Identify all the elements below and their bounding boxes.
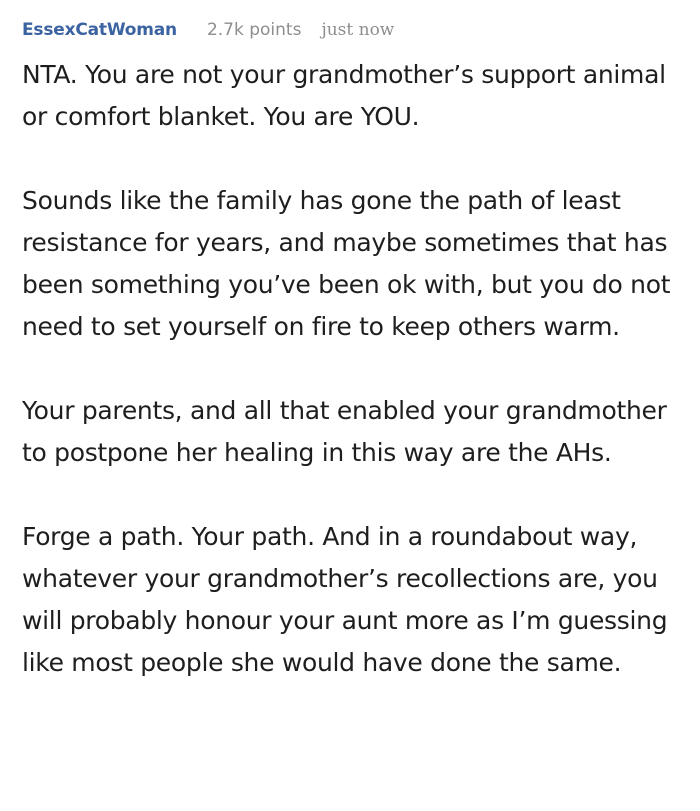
comment-paragraph: Sounds like the family has gone the path of least resistance for years, and maybe sometimes that has been something you’ve been ok with, but you do not need to set yourself on fire to keep others warm. — [22, 186, 671, 341]
comment-paragraph: Forge a path. Your path. And in a roundabout way, whatever your grandmother’s recollections are, you will probably honour your aunt more as I’m guessing like most people she would have done the same. — [22, 522, 668, 677]
comment — [22, 18, 682, 684]
comment-paragraph: NTA. You are not your grandmother’s support animal or comfort blanket. You are YOU. — [22, 60, 666, 131]
comment-paragraph: Your parents, and all that enabled your grandmother to postpone her healing in this way are the AHs. — [22, 396, 667, 467]
points-count: 2.7k points — [206, 20, 302, 40]
comment-body — [22, 54, 682, 684]
timestamp: just now — [321, 20, 395, 40]
comment-meta — [22, 18, 682, 42]
username-link[interactable]: EssexCatWoman — [22, 20, 177, 40]
